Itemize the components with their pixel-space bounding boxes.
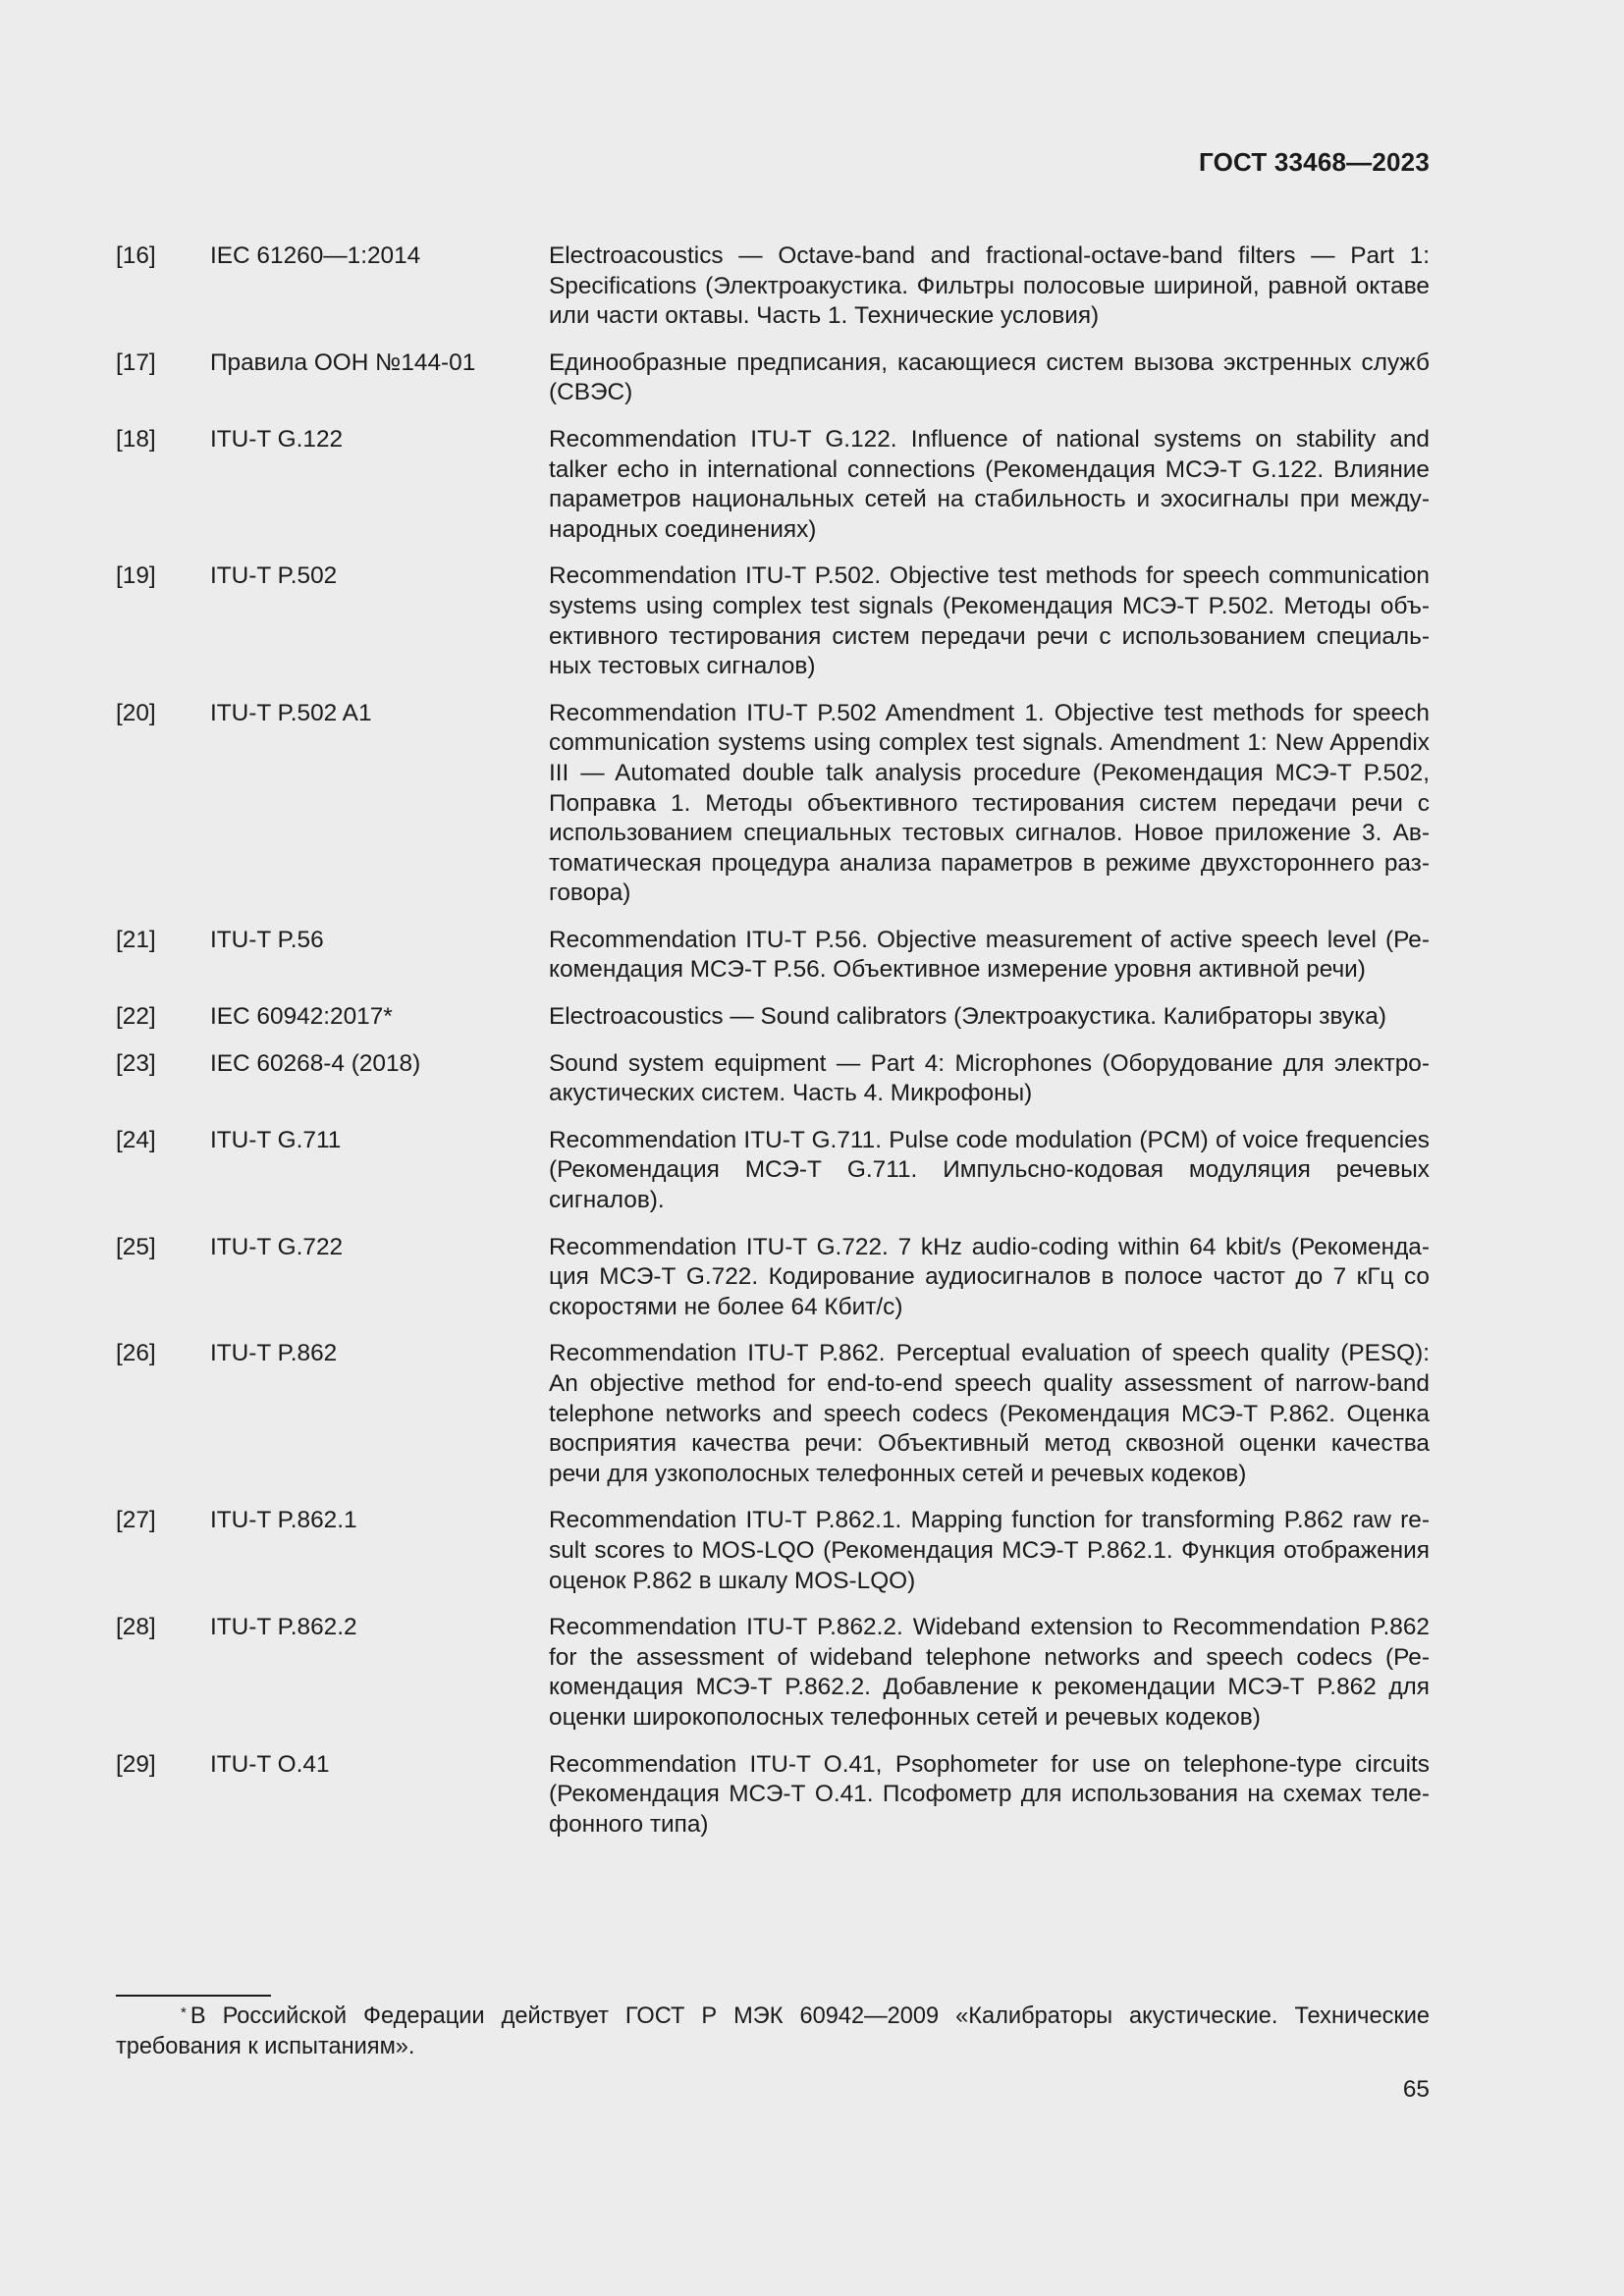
entry-number: [22] bbox=[116, 1003, 156, 1031]
entry-description: Recommendation ITU-T P.502. Objective test methods for speech communication systems using complex test signals (Рекомендация МСЭ-Т P.502. Методы объективного тестирования систем передачи речи с использованием специальных тестовых сигналов) bbox=[549, 562, 1430, 680]
entry-code: ITU-T P.862.1 bbox=[210, 1507, 357, 1534]
bibliography-entry bbox=[116, 1506, 1430, 1596]
entry-description: Recommendation ITU-T P.56. Objective measurement of active speech level (Рекомендация МСЭ-Т P.56. Объективное измерение уровня активной речи) bbox=[549, 926, 1430, 984]
bibliography-entry bbox=[116, 926, 1430, 986]
bibliography-entry bbox=[116, 1049, 1430, 1109]
footnote-marker: * bbox=[181, 2004, 187, 2021]
bibliography-entry bbox=[116, 348, 1430, 408]
entry-code: ITU-T P.862.2 bbox=[210, 1614, 357, 1641]
footnote-text: В Российской Федерации действует ГОСТ Р МЭК 60942—2009 «Калибраторы акустические. Технические требования к испытаниям». bbox=[116, 2003, 1430, 2059]
entry-number: [24] bbox=[116, 1126, 156, 1153]
entry-number: [20] bbox=[116, 699, 156, 726]
bibliography-entry bbox=[116, 561, 1430, 681]
entry-description: Electroacoustics — Octave-band and fractional-octave-band filters — Part 1: Specifications (Электроакустика. Фильтры полосовые шириной, равной октаве или части октавы. Часть 1. Технические условия) bbox=[549, 242, 1430, 330]
entry-code: ITU-T G.122 bbox=[210, 425, 344, 453]
bibliography-entry bbox=[116, 425, 1430, 545]
entry-description: Recommendation ITU-T P.862. Perceptual evaluation of speech quality (PESQ): An objective method for end-to-end speech quality assessment of narrow-band telephone networks and speech codecs (Рекомендация МСЭ-Т P.862. Оценка восприятия качества речи: Объективный метод сквозной оценки качества речи для узкополосных телефонных сетей и речевых кодеков) bbox=[549, 1340, 1430, 1487]
entry-description: Recommendation ITU-T G.711. Pulse code modulation (PCM) of voice frequencies (Рекомендация МСЭ-Т G.711. Импульсно-кодовая модуляция речевых сигналов). bbox=[549, 1126, 1430, 1214]
entry-number: [19] bbox=[116, 562, 156, 590]
entry-description: Единообразные предписания, касающиеся систем вызова экстренных служб (СВЭС) bbox=[549, 348, 1430, 406]
bibliography-entry bbox=[116, 1233, 1430, 1323]
entry-description: Recommendation ITU-T P.862.2. Wideband extension to Recommendation P.862 for the assessment of wideband telephone networks and speech codecs (Рекомендация МСЭ-Т P.862.2. Добавление к рекомендации МСЭ-Т P.862 для оценки широкополосных телефонных сетей и речевых кодеков) bbox=[549, 1614, 1430, 1731]
entry-code: ITU-T G.722 bbox=[210, 1233, 344, 1260]
bibliography-entry bbox=[116, 1002, 1430, 1033]
page-number: 65 bbox=[1402, 2076, 1430, 2103]
entry-description: Recommendation ITU-T G.722. 7 kHz audio-coding within 64 kbit/s (Рекомендация МСЭ-Т G.722. Кодирование аудиосигналов в полосе частот до 7 кГц со скоростями не более 64 Кбит/с) bbox=[549, 1233, 1430, 1320]
entry-number: [25] bbox=[116, 1233, 156, 1260]
entry-description: Electroacoustics — Sound calibrators (Электроакустика. Калибраторы звука) bbox=[549, 1003, 1386, 1031]
footnote bbox=[116, 2002, 1430, 2062]
bibliography-entry bbox=[116, 699, 1430, 909]
entry-code: IEC 61260—1:2014 bbox=[210, 242, 421, 269]
bibliography-entry bbox=[116, 241, 1430, 332]
entry-number: [26] bbox=[116, 1340, 156, 1367]
entry-number: [27] bbox=[116, 1507, 156, 1534]
entry-code: ITU-T P.862 bbox=[210, 1340, 338, 1367]
document-code-header: ГОСТ 33468—2023 bbox=[1199, 147, 1430, 177]
entry-number: [17] bbox=[116, 348, 156, 376]
bibliography-list bbox=[116, 241, 1430, 1856]
entry-number: [28] bbox=[116, 1614, 156, 1641]
bibliography-entry bbox=[116, 1126, 1430, 1216]
entry-code: IEC 60942:2017* bbox=[210, 1003, 393, 1031]
bibliography-entry bbox=[116, 1750, 1430, 1841]
entry-description: Recommendation ITU-T G.122. Influence of national systems on stability and talker echo in international connections (Рекомендация МСЭ-Т G.122. Влияние параметров национальных сетей на стабильность и эхосигналы при международных соединениях) bbox=[549, 425, 1430, 543]
entry-description: Recommendation ITU-T P.502 Amendment 1. Objective test methods for speech communication systems using complex test signals. Amendment 1: New Appendix III — Automated double talk analysis procedure (Рекомендация МСЭ-Т P.502, Поправка 1. Методы объективного тестирования систем передачи речи с использованием специальных тестовых сигналов. Новое приложение 3. Автоматическая процедура анализа параметров в режиме двухстороннего разговора) bbox=[549, 699, 1430, 907]
entry-code: ITU-T O.41 bbox=[210, 1750, 330, 1778]
bibliography-entry bbox=[116, 1613, 1430, 1733]
entry-description: Recommendation ITU-T P.862.1. Mapping function for transforming P.862 raw result scores to MOS-LQO (Рекомендация МСЭ-Т P.862.1. Функция отображения оценок P.862 в шкалу MOS-LQO) bbox=[549, 1507, 1430, 1594]
entry-number: [16] bbox=[116, 242, 156, 269]
entry-number: [29] bbox=[116, 1750, 156, 1778]
entry-code: Правила ООН №144-01 bbox=[210, 348, 476, 376]
entry-code: ITU-T P.56 bbox=[210, 926, 324, 953]
entry-number: [21] bbox=[116, 926, 156, 953]
entry-number: [18] bbox=[116, 425, 156, 453]
bibliography-entry bbox=[116, 1339, 1430, 1489]
entry-code: ITU-T P.502 A1 bbox=[210, 699, 372, 726]
footnote-divider bbox=[116, 1995, 271, 1997]
entry-description: Recommendation ITU-T O.41, Psophometer for use on telephone-type circuits (Рекомендация МСЭ-Т O.41. Псофометр для использования на схемах телефонного типа) bbox=[549, 1750, 1430, 1838]
entry-code: ITU-T P.502 bbox=[210, 562, 338, 590]
entry-code: IEC 60268-4 (2018) bbox=[210, 1049, 421, 1077]
entry-description: Sound system equipment — Part 4: Microphones (Оборудование для электроакустических систем. Часть 4. Микрофоны) bbox=[549, 1049, 1430, 1107]
entry-code: ITU-T G.711 bbox=[210, 1126, 342, 1153]
entry-number: [23] bbox=[116, 1049, 156, 1077]
